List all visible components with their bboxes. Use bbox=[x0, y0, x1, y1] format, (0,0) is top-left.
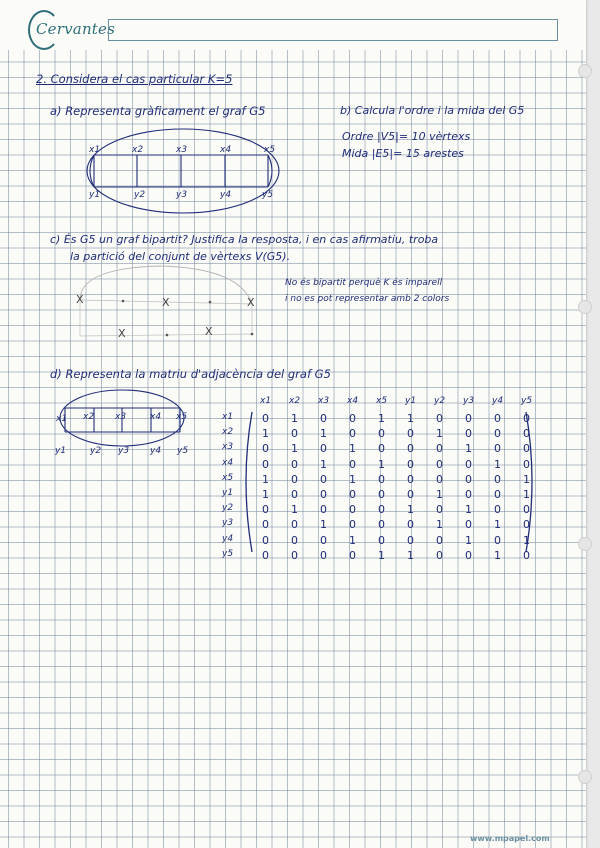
matrix-col-header: x1 bbox=[260, 396, 272, 406]
matrix-cell: 0 bbox=[262, 457, 269, 471]
part-d-heading: d) Representa la matriu d'adjacència del graf G5 bbox=[50, 367, 331, 381]
matrix-cell: 1 bbox=[262, 427, 269, 441]
matrix-row-header: y2 bbox=[222, 503, 234, 514]
matrix-cell: 0 bbox=[465, 472, 472, 486]
matrix-cell: 1 bbox=[262, 472, 269, 486]
matrix-cell: 0 bbox=[349, 412, 356, 425]
matrix-cell: 1 bbox=[378, 412, 385, 425]
matrix-cell: 1 bbox=[349, 533, 356, 547]
graph-c-mark: X bbox=[118, 327, 126, 340]
matrix-cell: 0 bbox=[407, 533, 414, 547]
matrix-cell: 1 bbox=[494, 548, 501, 562]
matrix-cell: 0 bbox=[320, 488, 327, 501]
matrix-cell: 1 bbox=[378, 457, 385, 471]
part-c-answer-1: No és bipartit perquè K és imparell bbox=[285, 278, 443, 288]
graph-a-vertex-x2: x2 bbox=[132, 145, 144, 155]
graph-c-mark: X bbox=[205, 325, 213, 338]
matrix-cell: 0 bbox=[291, 518, 298, 532]
matrix-cell: 1 bbox=[407, 548, 414, 562]
matrix-cell: 0 bbox=[436, 472, 443, 486]
matrix-cell: 0 bbox=[262, 533, 269, 547]
matrix-cell: 0 bbox=[378, 533, 385, 547]
matrix-cell: 0 bbox=[523, 427, 530, 441]
matrix-cell: 0 bbox=[494, 427, 501, 441]
graph-a-vertex-y3: y3 bbox=[176, 190, 188, 200]
matrix-row-header: x5 bbox=[222, 472, 234, 483]
matrix-cell: 0 bbox=[378, 472, 385, 486]
matrix-cell: 0 bbox=[262, 518, 269, 532]
matrix-cell: 0 bbox=[494, 412, 501, 425]
matrix-cell: 0 bbox=[291, 533, 298, 547]
matrix-cell: 1 bbox=[320, 518, 327, 532]
part-c-heading-cont: la partició del conjunt de vèrtexs V(G5). bbox=[70, 250, 291, 263]
matrix-cell: 0 bbox=[523, 503, 530, 517]
matrix-cell: 1 bbox=[291, 503, 298, 517]
graph-d-vertex-x2: x2 bbox=[83, 412, 95, 422]
matrix-cell: 1 bbox=[349, 472, 356, 486]
part-c-answer-2: i no es pot representar amb 2 colors bbox=[285, 294, 450, 304]
graph-c-mark: X bbox=[76, 293, 84, 306]
matrix-cell: 0 bbox=[349, 457, 356, 471]
matrix-col-header: y4 bbox=[492, 396, 504, 406]
matrix-cell: 0 bbox=[320, 548, 327, 562]
matrix-cell: 0 bbox=[436, 548, 443, 562]
matrix-cell: 0 bbox=[465, 427, 472, 441]
graph-a-vertex-y4: y4 bbox=[220, 190, 232, 200]
matrix-cell: 0 bbox=[436, 533, 443, 547]
matrix-cell: 0 bbox=[407, 442, 414, 456]
graph-d-vertex-y2: y2 bbox=[90, 446, 102, 456]
graph-d-vertex-y4: y4 bbox=[150, 446, 162, 456]
graph-a-vertex-x3: x3 bbox=[176, 145, 188, 155]
matrix-col-header: y3 bbox=[463, 396, 475, 406]
matrix-cell: 0 bbox=[378, 503, 385, 517]
matrix-cell: 0 bbox=[349, 503, 356, 517]
matrix-row-header: x2 bbox=[222, 427, 234, 438]
graph-d-vertex-y5: y5 bbox=[177, 446, 189, 456]
matrix-cell: 0 bbox=[320, 533, 327, 547]
matrix-cell: 0 bbox=[465, 548, 472, 562]
matrix-col-header: y5 bbox=[521, 396, 533, 406]
part-b-heading: b) Calcula l'ordre i la mida del G5 bbox=[340, 104, 525, 117]
matrix-row-header: y1 bbox=[222, 488, 234, 498]
matrix-row-header: y4 bbox=[222, 533, 234, 544]
matrix-cell: 1 bbox=[407, 503, 414, 517]
graph-d-vertex-y3: y3 bbox=[118, 446, 130, 456]
matrix-cell: 0 bbox=[349, 427, 356, 441]
matrix-cell: 0 bbox=[494, 488, 501, 501]
brand-logo: Cervantes bbox=[36, 20, 116, 38]
graph-a-vertex-y2: y2 bbox=[134, 190, 146, 200]
matrix-cell: 0 bbox=[378, 427, 385, 441]
matrix-cell: 1 bbox=[407, 412, 414, 425]
matrix-col-header: x5 bbox=[376, 396, 388, 406]
matrix-cell: 1 bbox=[436, 518, 443, 532]
graph-a-vertex-y5: y5 bbox=[262, 190, 274, 200]
graph-c-mark: X bbox=[162, 296, 170, 309]
matrix-col-header: x4 bbox=[347, 396, 359, 406]
matrix-cell: 0 bbox=[291, 472, 298, 486]
matrix-cell: 0 bbox=[465, 412, 472, 425]
matrix-cell: 0 bbox=[407, 472, 414, 486]
matrix-cell: 0 bbox=[494, 533, 501, 547]
part-c-heading: c) És G5 un graf bipartit? Justifica la resposta, i en cas afirmatiu, troba bbox=[50, 233, 439, 246]
matrix-cell: 0 bbox=[407, 518, 414, 532]
graph-a-vertex-y1: y1 bbox=[89, 190, 101, 200]
matrix-cell: 0 bbox=[407, 457, 414, 471]
matrix-cell: 1 bbox=[436, 427, 443, 441]
matrix-cell: 0 bbox=[262, 548, 269, 562]
matrix-cell: 0 bbox=[494, 442, 501, 456]
matrix-col-header: x2 bbox=[289, 396, 301, 406]
matrix-cell: 0 bbox=[262, 412, 269, 425]
matrix-col-header: x3 bbox=[318, 396, 330, 406]
matrix-cell: 0 bbox=[523, 548, 530, 562]
matrix-cell: 0 bbox=[291, 488, 298, 501]
matrix-cell: 0 bbox=[262, 503, 269, 517]
matrix-row-header: y5 bbox=[222, 548, 234, 559]
matrix-cell: 1 bbox=[523, 533, 530, 547]
problem-title: 2. Considera el cas particular K=5 bbox=[36, 72, 233, 86]
matrix-cell: 0 bbox=[436, 412, 443, 425]
part-b-order: Ordre |V5|= 10 vèrtexs bbox=[342, 130, 471, 143]
matrix-cell: 1 bbox=[320, 427, 327, 441]
matrix-cell: 0 bbox=[320, 442, 327, 456]
matrix-cell: 0 bbox=[291, 457, 298, 471]
matrix-cell: 0 bbox=[320, 412, 327, 425]
matrix-cell: 0 bbox=[465, 518, 472, 532]
matrix-cell: 1 bbox=[465, 442, 472, 456]
matrix-cell: 0 bbox=[378, 442, 385, 456]
graph-a-vertex-x4: x4 bbox=[220, 145, 232, 155]
matrix-cell: 0 bbox=[349, 488, 356, 501]
part-b-size: Mida |E5|= 15 arestes bbox=[342, 147, 464, 160]
matrix-cell: 0 bbox=[407, 427, 414, 441]
matrix-cell: 1 bbox=[378, 548, 385, 562]
graph-c-mark: X bbox=[247, 296, 255, 309]
matrix-cell: 0 bbox=[320, 503, 327, 517]
matrix-cell: 1 bbox=[291, 442, 298, 456]
graph-d-vertex-x3: x3 bbox=[115, 412, 127, 422]
matrix-col-header: y2 bbox=[434, 396, 446, 406]
matrix-cell: 1 bbox=[349, 442, 356, 456]
matrix-cell: 1 bbox=[262, 488, 269, 501]
matrix-cell: 0 bbox=[523, 457, 530, 471]
matrix-cell: 0 bbox=[378, 488, 385, 501]
matrix-cell: 0 bbox=[523, 412, 530, 425]
matrix-cell: 0 bbox=[291, 548, 298, 562]
matrix-cell: 0 bbox=[320, 472, 327, 486]
matrix-cell: 1 bbox=[494, 518, 501, 532]
matrix-cell: 1 bbox=[523, 472, 530, 486]
matrix-cell: 0 bbox=[465, 488, 472, 501]
matrix-row-header: x1 bbox=[222, 412, 234, 422]
matrix-cell: 1 bbox=[494, 457, 501, 471]
matrix-cell: 0 bbox=[494, 503, 501, 517]
matrix-cell: 1 bbox=[320, 457, 327, 471]
matrix-row-header: x4 bbox=[222, 457, 234, 468]
matrix-col-header: y1 bbox=[405, 396, 417, 406]
matrix-cell: 0 bbox=[349, 518, 356, 532]
matrix-cell: 1 bbox=[291, 412, 298, 425]
matrix-cell: 0 bbox=[378, 518, 385, 532]
matrix-cell: 0 bbox=[436, 503, 443, 517]
matrix-cell: 0 bbox=[436, 442, 443, 456]
website-footer: www.mpapel.com bbox=[470, 834, 550, 843]
graph-a-vertex-x1: x1 bbox=[89, 145, 101, 155]
matrix-cell: 1 bbox=[436, 488, 443, 501]
matrix-cell: 0 bbox=[436, 457, 443, 471]
graph-a-vertex-x5: x5 bbox=[264, 145, 276, 155]
matrix-cell: 0 bbox=[465, 457, 472, 471]
matrix-cell: 0 bbox=[523, 518, 530, 532]
graph-d-vertex-x1: x1 bbox=[56, 414, 68, 424]
part-a-heading: a) Representa gràficament el graf G5 bbox=[50, 104, 266, 118]
matrix-cell: 0 bbox=[494, 472, 501, 486]
matrix-cell: 1 bbox=[465, 533, 472, 547]
matrix-row-header: x3 bbox=[222, 442, 234, 453]
matrix-cell: 0 bbox=[349, 548, 356, 562]
matrix-row-header: y3 bbox=[222, 518, 234, 529]
matrix-cell: 0 bbox=[407, 488, 414, 501]
matrix-cell: 1 bbox=[465, 503, 472, 517]
matrix-cell: 0 bbox=[523, 442, 530, 456]
graph-d-vertex-y1: y1 bbox=[55, 446, 67, 456]
matrix-cell: 1 bbox=[523, 488, 530, 501]
graph-d-vertex-x5: x5 bbox=[176, 412, 188, 422]
matrix-cell: 0 bbox=[262, 442, 269, 456]
matrix-cell: 0 bbox=[291, 427, 298, 441]
graph-d-vertex-x4: x4 bbox=[150, 412, 162, 422]
